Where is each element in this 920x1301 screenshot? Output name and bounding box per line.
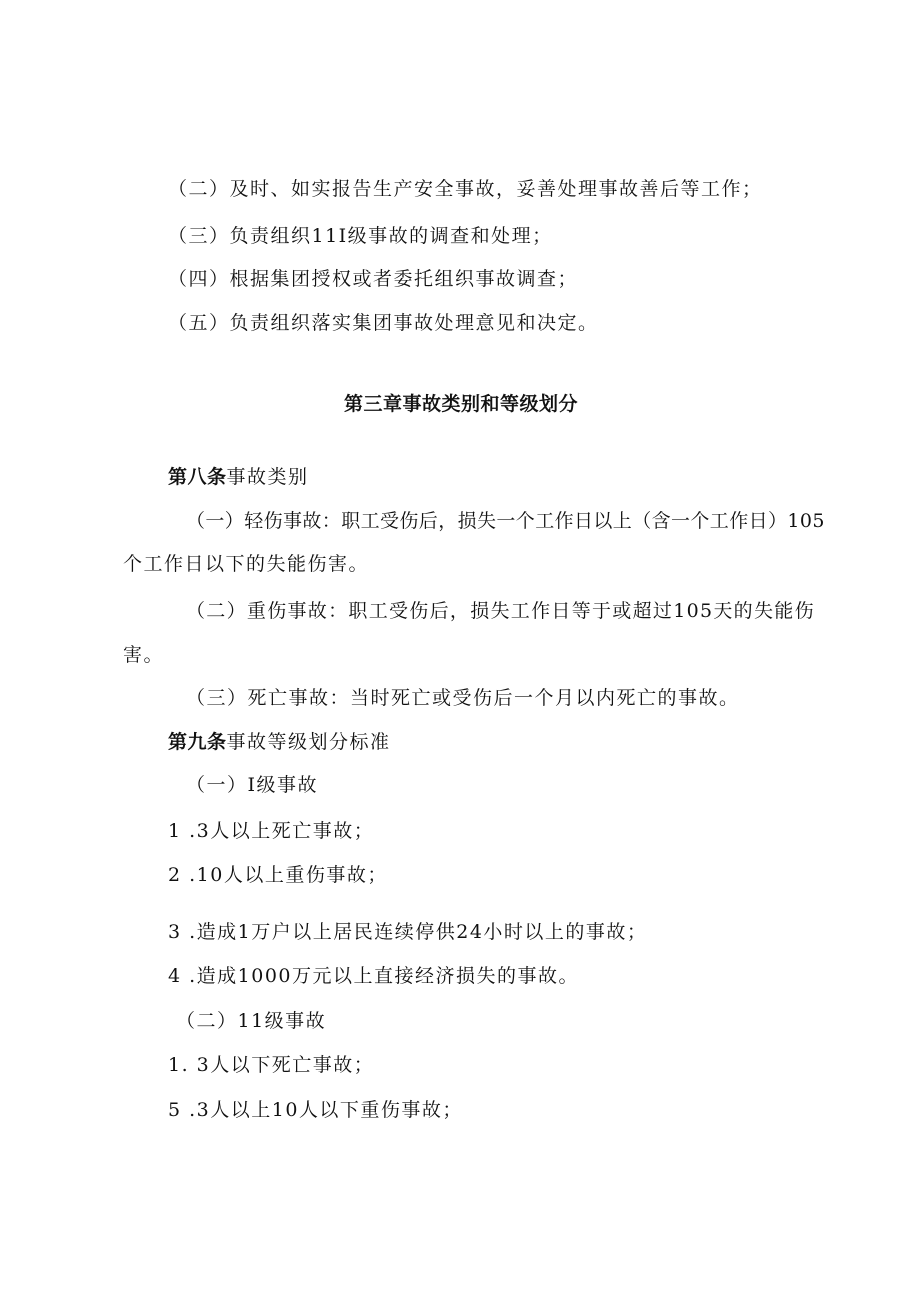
article-8-item-2-line-1: （二）重伤事故：职工受伤后，损失工作日等于或超过105天的失能伤 bbox=[186, 600, 815, 622]
level-2-item-1: 1. 3人以下死亡事故； bbox=[168, 1054, 375, 1076]
level-1-item-3: 3 .造成1万户以上居民连续停供24小时以上的事故； bbox=[168, 921, 648, 943]
article-8-label: 第八条 bbox=[168, 466, 227, 488]
article-8-item-1-line-1: （一）轻伤事故：职工受伤后，损失一个工作日以上（含一个工作日）105 bbox=[186, 510, 825, 532]
level-2-item-2: 5 .3人以上10人以下重伤事故； bbox=[168, 1099, 463, 1121]
chapter-title: 第三章事故类别和等级划分 bbox=[344, 393, 579, 415]
article-9-title: 事故等级划分标准 bbox=[226, 731, 391, 753]
article-8-title: 事故类别 bbox=[226, 466, 309, 488]
article-8-item-1-line-2: 个工作日以下的失能伤害。 bbox=[123, 553, 370, 575]
level-1-item-2: 2 .10人以上重伤事故； bbox=[168, 864, 388, 886]
para-3: （三）负责组织11I级事故的调查和处理； bbox=[168, 225, 553, 247]
level-1-item-4: 4 .造成1000万元以上直接经济损失的事故。 bbox=[168, 965, 580, 987]
article-9-heading bbox=[168, 730, 391, 754]
level-1-item-1: 1 .3人以上死亡事故； bbox=[168, 820, 375, 842]
para-4: （四）根据集团授权或者委托组织事故调查； bbox=[168, 268, 579, 290]
article-8-item-3: （三）死亡事故：当时死亡或受伤后一个月以内死亡的事故。 bbox=[186, 687, 740, 709]
article-9-label: 第九条 bbox=[168, 731, 227, 753]
para-2: （二）及时、如实报告生产安全事故，妥善处理事故善后等工作； bbox=[168, 178, 763, 200]
level-1-title: （一）I级事故 bbox=[186, 774, 319, 796]
para-5: （五）负责组织落实集团事故处理意见和决定。 bbox=[168, 312, 599, 334]
article-8-heading bbox=[168, 465, 309, 489]
article-8-item-2-line-2: 害。 bbox=[123, 644, 165, 666]
level-2-title: （二）11级事故 bbox=[176, 1010, 327, 1032]
